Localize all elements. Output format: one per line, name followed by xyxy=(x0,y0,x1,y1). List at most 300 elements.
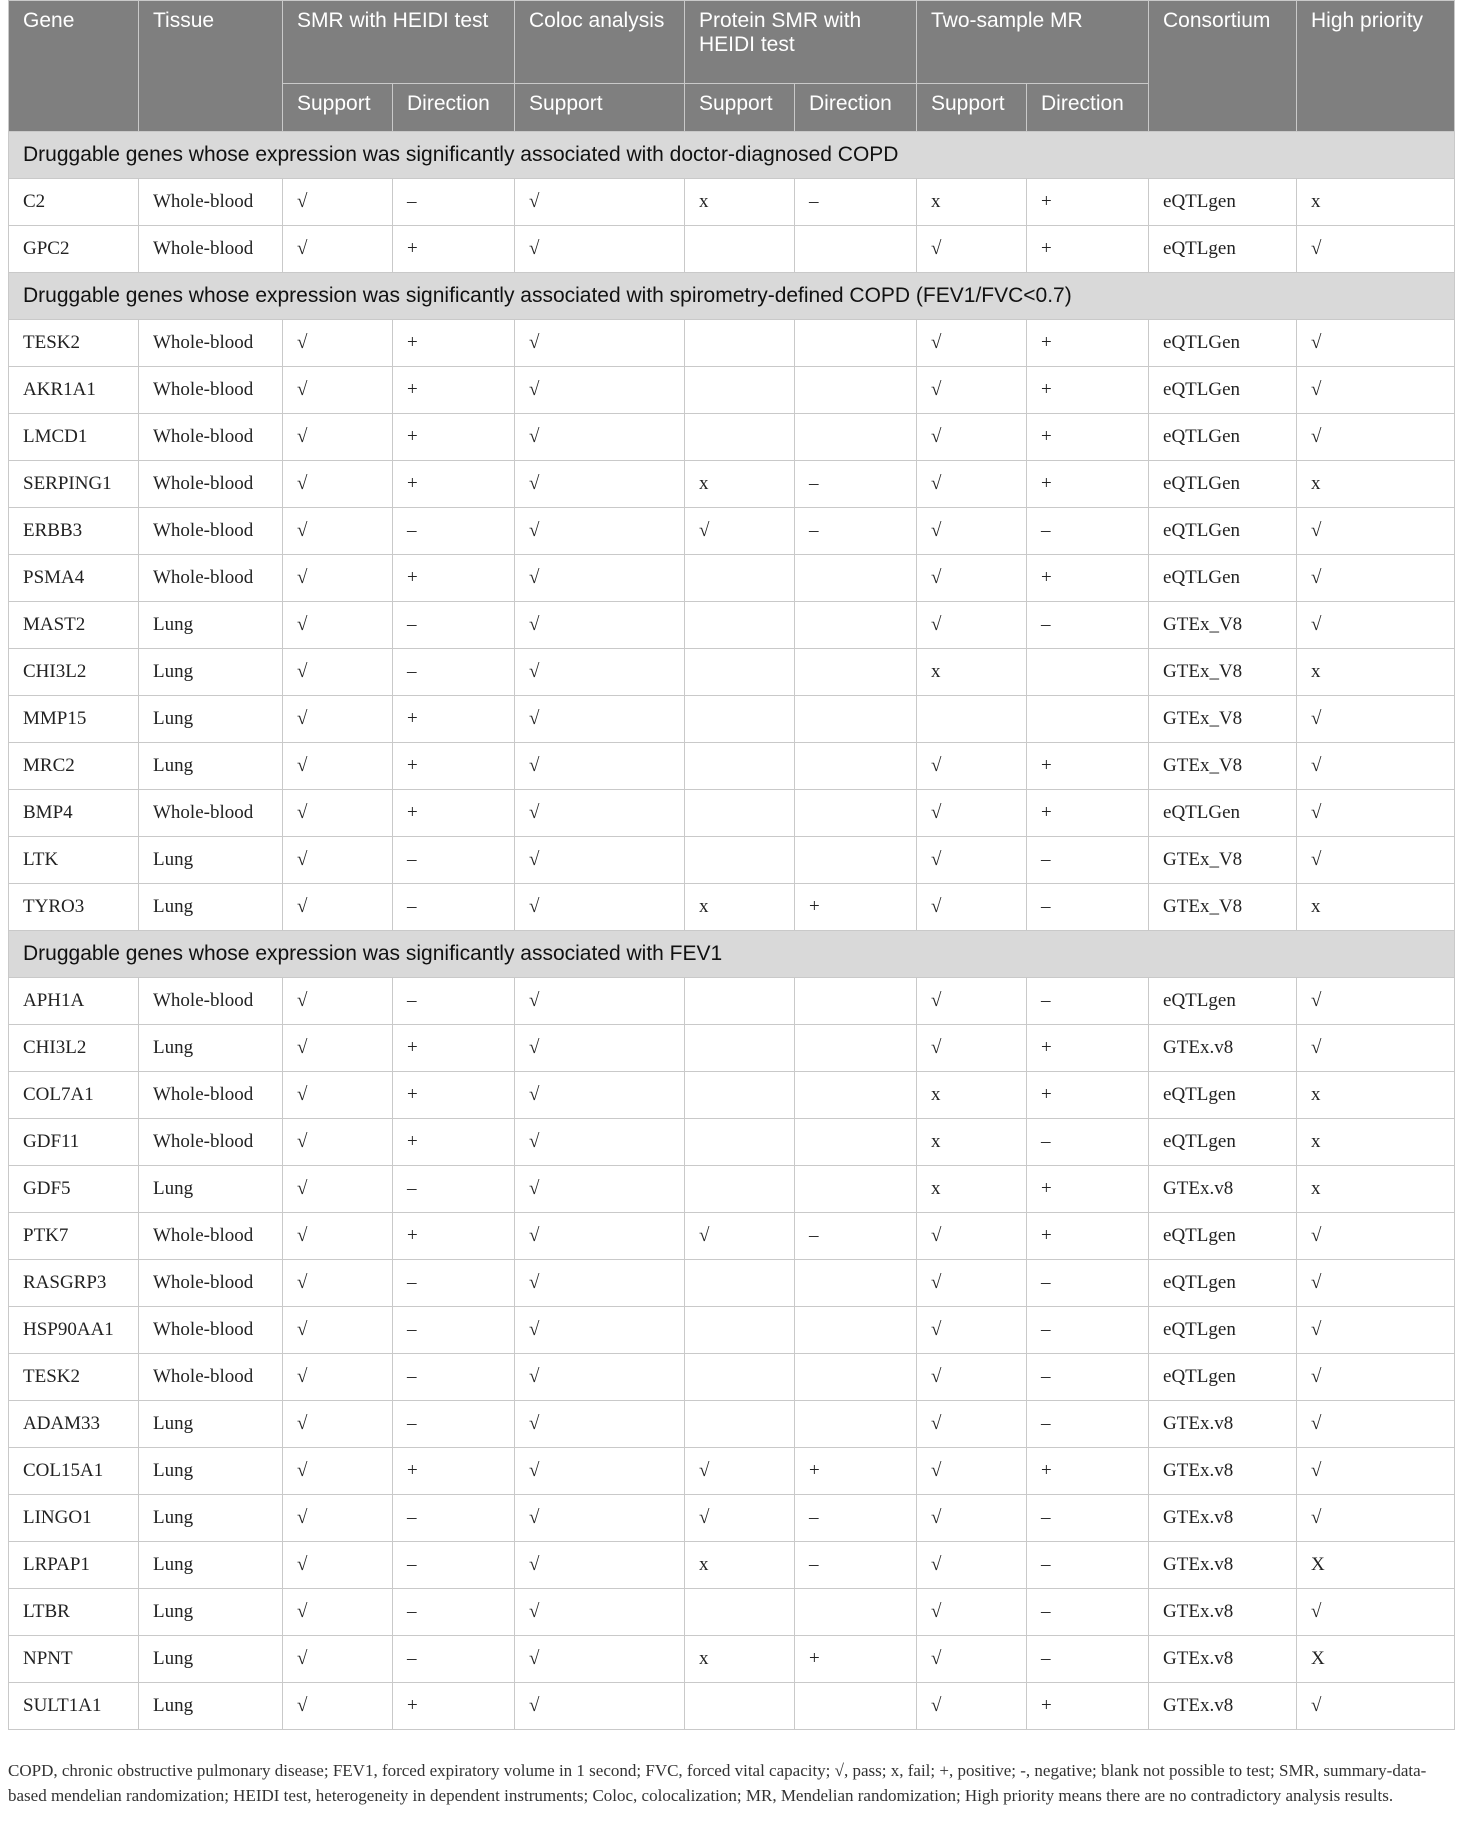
cell-smr-support: √ xyxy=(283,978,393,1025)
cell-tissue: Whole-blood xyxy=(139,226,283,273)
cell-smr-support: √ xyxy=(283,743,393,790)
cell-mr-support: √ xyxy=(917,1589,1027,1636)
cell-protein-support xyxy=(685,367,795,414)
cell-consortium: eQTLGen xyxy=(1149,414,1297,461)
cell-mr-support: √ xyxy=(917,790,1027,837)
cell-smr-direction: – xyxy=(393,978,515,1025)
cell-smr-support: √ xyxy=(283,837,393,884)
table-row xyxy=(9,555,1455,602)
cell-consortium: GTEx.v8 xyxy=(1149,1495,1297,1542)
cell-mr-direction: – xyxy=(1027,1354,1149,1401)
table-body xyxy=(9,132,1455,1730)
cell-mr-direction: – xyxy=(1027,1260,1149,1307)
cell-coloc-support: √ xyxy=(515,1495,685,1542)
cell-mr-support: √ xyxy=(917,1213,1027,1260)
cell-protein-direction xyxy=(795,978,917,1025)
cell-consortium: eQTLgen xyxy=(1149,1354,1297,1401)
table-row xyxy=(9,1542,1455,1589)
cell-consortium: GTEx_V8 xyxy=(1149,837,1297,884)
cell-mr-direction: + xyxy=(1027,320,1149,367)
cell-protein-support xyxy=(685,1119,795,1166)
cell-coloc-support: √ xyxy=(515,1401,685,1448)
cell-consortium: GTEx_V8 xyxy=(1149,743,1297,790)
cell-mr-support: x xyxy=(917,1166,1027,1213)
header-two-sample-mr: Two-sample MR xyxy=(917,1,1149,84)
cell-smr-support: √ xyxy=(283,555,393,602)
cell-coloc-support: √ xyxy=(515,555,685,602)
cell-protein-direction xyxy=(795,649,917,696)
cell-smr-direction: + xyxy=(393,555,515,602)
cell-mr-support: √ xyxy=(917,884,1027,931)
cell-coloc-support: √ xyxy=(515,837,685,884)
table-row xyxy=(9,1401,1455,1448)
cell-consortium: GTEx.v8 xyxy=(1149,1636,1297,1683)
cell-protein-support: √ xyxy=(685,1495,795,1542)
cell-protein-support xyxy=(685,743,795,790)
cell-smr-direction: – xyxy=(393,1542,515,1589)
cell-coloc-support: √ xyxy=(515,461,685,508)
cell-tissue: Whole-blood xyxy=(139,508,283,555)
cell-smr-support: √ xyxy=(283,696,393,743)
table-row xyxy=(9,179,1455,226)
section-title: Druggable genes whose expression was significantly associated with doctor-diagnosed COPD xyxy=(9,132,1455,179)
cell-consortium: GTEx_V8 xyxy=(1149,884,1297,931)
header-smr: SMR with HEIDI test xyxy=(283,1,515,84)
cell-coloc-support: √ xyxy=(515,508,685,555)
cell-smr-support: √ xyxy=(283,1401,393,1448)
cell-protein-direction xyxy=(795,367,917,414)
header-high-priority: High priority xyxy=(1297,1,1455,132)
cell-tissue: Whole-blood xyxy=(139,461,283,508)
cell-high-priority: x xyxy=(1297,179,1455,226)
cell-smr-direction: + xyxy=(393,367,515,414)
cell-consortium: eQTLgen xyxy=(1149,1307,1297,1354)
cell-smr-support: √ xyxy=(283,884,393,931)
cell-high-priority: X xyxy=(1297,1636,1455,1683)
cell-coloc-support: √ xyxy=(515,367,685,414)
table-row xyxy=(9,320,1455,367)
cell-protein-direction: – xyxy=(795,461,917,508)
cell-smr-support: √ xyxy=(283,179,393,226)
cell-protein-support: √ xyxy=(685,1213,795,1260)
table-row xyxy=(9,696,1455,743)
table-row xyxy=(9,1683,1455,1730)
cell-smr-direction: – xyxy=(393,1636,515,1683)
cell-mr-direction: + xyxy=(1027,555,1149,602)
cell-consortium: eQTLgen xyxy=(1149,179,1297,226)
cell-protein-support xyxy=(685,837,795,884)
cell-high-priority: √ xyxy=(1297,1213,1455,1260)
cell-protein-direction xyxy=(795,743,917,790)
cell-protein-support xyxy=(685,1589,795,1636)
cell-protein-support xyxy=(685,1072,795,1119)
cell-protein-direction xyxy=(795,555,917,602)
table-row xyxy=(9,1307,1455,1354)
cell-smr-support: √ xyxy=(283,1589,393,1636)
cell-protein-support xyxy=(685,226,795,273)
section-title: Druggable genes whose expression was significantly associated with spirometry-defined COPD (FEV1/FVC<0.7) xyxy=(9,273,1455,320)
cell-coloc-support: √ xyxy=(515,649,685,696)
cell-mr-direction: + xyxy=(1027,179,1149,226)
cell-protein-direction xyxy=(795,226,917,273)
cell-coloc-support: √ xyxy=(515,1307,685,1354)
cell-mr-support: √ xyxy=(917,743,1027,790)
cell-protein-direction: – xyxy=(795,508,917,555)
cell-tissue: Lung xyxy=(139,1448,283,1495)
cell-smr-direction: – xyxy=(393,602,515,649)
cell-mr-direction: + xyxy=(1027,1683,1149,1730)
cell-smr-support: √ xyxy=(283,602,393,649)
cell-consortium: GTEx_V8 xyxy=(1149,696,1297,743)
table-row xyxy=(9,1213,1455,1260)
cell-smr-direction: – xyxy=(393,837,515,884)
cell-tissue: Whole-blood xyxy=(139,1307,283,1354)
cell-smr-support: √ xyxy=(283,1636,393,1683)
cell-protein-support xyxy=(685,696,795,743)
cell-protein-support: √ xyxy=(685,508,795,555)
cell-high-priority: √ xyxy=(1297,1307,1455,1354)
cell-mr-support: √ xyxy=(917,414,1027,461)
table-row xyxy=(9,414,1455,461)
cell-smr-support: √ xyxy=(283,226,393,273)
cell-mr-support: √ xyxy=(917,320,1027,367)
cell-mr-support: √ xyxy=(917,367,1027,414)
cell-mr-direction: + xyxy=(1027,790,1149,837)
cell-smr-direction: + xyxy=(393,1448,515,1495)
cell-consortium: eQTLGen xyxy=(1149,367,1297,414)
cell-protein-direction xyxy=(795,1025,917,1072)
cell-gene: SERPING1 xyxy=(9,461,139,508)
cell-tissue: Whole-blood xyxy=(139,1072,283,1119)
cell-high-priority: √ xyxy=(1297,696,1455,743)
cell-protein-direction: + xyxy=(795,1448,917,1495)
cell-smr-direction: – xyxy=(393,1495,515,1542)
cell-coloc-support: √ xyxy=(515,696,685,743)
table-row xyxy=(9,1166,1455,1213)
cell-mr-support: √ xyxy=(917,1025,1027,1072)
cell-coloc-support: √ xyxy=(515,1636,685,1683)
cell-smr-support: √ xyxy=(283,1072,393,1119)
cell-tissue: Whole-blood xyxy=(139,978,283,1025)
cell-smr-support: √ xyxy=(283,1025,393,1072)
cell-gene: LMCD1 xyxy=(9,414,139,461)
cell-smr-support: √ xyxy=(283,367,393,414)
cell-high-priority: √ xyxy=(1297,414,1455,461)
cell-consortium: eQTLGen xyxy=(1149,461,1297,508)
section-title: Druggable genes whose expression was significantly associated with FEV1 xyxy=(9,931,1455,978)
cell-smr-support: √ xyxy=(283,790,393,837)
cell-coloc-support: √ xyxy=(515,414,685,461)
cell-consortium: eQTLGen xyxy=(1149,790,1297,837)
cell-gene: LTK xyxy=(9,837,139,884)
cell-smr-support: √ xyxy=(283,1119,393,1166)
cell-smr-support: √ xyxy=(283,461,393,508)
cell-protein-support: x xyxy=(685,884,795,931)
cell-smr-direction: + xyxy=(393,1683,515,1730)
cell-high-priority: √ xyxy=(1297,508,1455,555)
cell-consortium: eQTLgen xyxy=(1149,1119,1297,1166)
cell-protein-direction xyxy=(795,414,917,461)
cell-smr-support: √ xyxy=(283,1354,393,1401)
cell-protein-support: x xyxy=(685,1636,795,1683)
cell-protein-support xyxy=(685,1025,795,1072)
cell-smr-direction: – xyxy=(393,1307,515,1354)
cell-tissue: Lung xyxy=(139,696,283,743)
cell-protein-support: x xyxy=(685,461,795,508)
cell-high-priority: √ xyxy=(1297,1025,1455,1072)
cell-smr-direction: + xyxy=(393,743,515,790)
cell-tissue: Whole-blood xyxy=(139,1260,283,1307)
cell-high-priority: X xyxy=(1297,1542,1455,1589)
cell-mr-direction: + xyxy=(1027,461,1149,508)
cell-gene: GDF5 xyxy=(9,1166,139,1213)
cell-protein-support xyxy=(685,320,795,367)
cell-mr-direction: – xyxy=(1027,1119,1149,1166)
cell-high-priority: √ xyxy=(1297,1683,1455,1730)
cell-mr-direction: – xyxy=(1027,1495,1149,1542)
cell-smr-direction: + xyxy=(393,414,515,461)
cell-smr-direction: – xyxy=(393,1260,515,1307)
cell-high-priority: √ xyxy=(1297,1448,1455,1495)
cell-gene: TESK2 xyxy=(9,320,139,367)
cell-mr-support: x xyxy=(917,1119,1027,1166)
cell-mr-direction: + xyxy=(1027,367,1149,414)
cell-protein-direction xyxy=(795,837,917,884)
cell-mr-support xyxy=(917,696,1027,743)
cell-high-priority: √ xyxy=(1297,602,1455,649)
cell-smr-support: √ xyxy=(283,1260,393,1307)
cell-protein-direction xyxy=(795,696,917,743)
cell-tissue: Whole-blood xyxy=(139,320,283,367)
cell-protein-support xyxy=(685,978,795,1025)
cell-smr-direction: + xyxy=(393,461,515,508)
cell-consortium: eQTLGen xyxy=(1149,508,1297,555)
table-row xyxy=(9,743,1455,790)
table-row xyxy=(9,790,1455,837)
cell-tissue: Lung xyxy=(139,1636,283,1683)
cell-coloc-support: √ xyxy=(515,1119,685,1166)
cell-mr-direction: – xyxy=(1027,1589,1149,1636)
cell-protein-support xyxy=(685,1354,795,1401)
cell-mr-direction: – xyxy=(1027,1636,1149,1683)
table-row xyxy=(9,461,1455,508)
cell-gene: ADAM33 xyxy=(9,1401,139,1448)
cell-tissue: Lung xyxy=(139,1025,283,1072)
cell-gene: COL7A1 xyxy=(9,1072,139,1119)
table-row xyxy=(9,226,1455,273)
table-row xyxy=(9,1260,1455,1307)
cell-gene: HSP90AA1 xyxy=(9,1307,139,1354)
cell-coloc-support: √ xyxy=(515,179,685,226)
cell-mr-support: √ xyxy=(917,837,1027,884)
cell-gene: GDF11 xyxy=(9,1119,139,1166)
cell-coloc-support: √ xyxy=(515,1025,685,1072)
cell-tissue: Lung xyxy=(139,1166,283,1213)
cell-high-priority: √ xyxy=(1297,837,1455,884)
cell-gene: CHI3L2 xyxy=(9,649,139,696)
cell-smr-support: √ xyxy=(283,1166,393,1213)
cell-coloc-support: √ xyxy=(515,1683,685,1730)
cell-gene: RASGRP3 xyxy=(9,1260,139,1307)
cell-mr-direction xyxy=(1027,696,1149,743)
cell-coloc-support: √ xyxy=(515,320,685,367)
cell-protein-support: x xyxy=(685,1542,795,1589)
cell-high-priority: √ xyxy=(1297,1260,1455,1307)
cell-tissue: Whole-blood xyxy=(139,367,283,414)
cell-gene: APH1A xyxy=(9,978,139,1025)
table-row xyxy=(9,508,1455,555)
table-row xyxy=(9,1025,1455,1072)
header-protein-smr: Protein SMR with HEIDI test xyxy=(685,1,917,84)
header-coloc: Coloc analysis xyxy=(515,1,685,84)
cell-mr-direction: – xyxy=(1027,1542,1149,1589)
cell-smr-direction: + xyxy=(393,1072,515,1119)
table-row xyxy=(9,602,1455,649)
cell-smr-direction: – xyxy=(393,1354,515,1401)
cell-mr-support: √ xyxy=(917,226,1027,273)
cell-smr-support: √ xyxy=(283,1683,393,1730)
cell-protein-direction xyxy=(795,320,917,367)
cell-coloc-support: √ xyxy=(515,1166,685,1213)
cell-consortium: eQTLGen xyxy=(1149,555,1297,602)
table-row xyxy=(9,884,1455,931)
section-row xyxy=(9,931,1455,978)
cell-consortium: GTEx.v8 xyxy=(1149,1401,1297,1448)
cell-high-priority: √ xyxy=(1297,555,1455,602)
cell-smr-direction: + xyxy=(393,790,515,837)
results-table-container xyxy=(8,0,1454,1730)
cell-mr-support: x xyxy=(917,649,1027,696)
cell-consortium: eQTLgen xyxy=(1149,978,1297,1025)
cell-gene: TYRO3 xyxy=(9,884,139,931)
cell-consortium: GTEx.v8 xyxy=(1149,1589,1297,1636)
cell-high-priority: √ xyxy=(1297,978,1455,1025)
cell-protein-direction xyxy=(795,1589,917,1636)
cell-tissue: Whole-blood xyxy=(139,414,283,461)
cell-smr-direction: + xyxy=(393,226,515,273)
table-row xyxy=(9,367,1455,414)
cell-tissue: Lung xyxy=(139,1542,283,1589)
cell-mr-direction: – xyxy=(1027,508,1149,555)
cell-protein-support xyxy=(685,1683,795,1730)
cell-mr-support: √ xyxy=(917,1260,1027,1307)
cell-protein-support xyxy=(685,602,795,649)
table-row xyxy=(9,1448,1455,1495)
cell-tissue: Lung xyxy=(139,743,283,790)
cell-tissue: Lung xyxy=(139,1589,283,1636)
cell-protein-direction xyxy=(795,1072,917,1119)
cell-protein-support: √ xyxy=(685,1448,795,1495)
cell-protein-support xyxy=(685,1307,795,1354)
cell-protein-support xyxy=(685,555,795,602)
cell-mr-support: x xyxy=(917,1072,1027,1119)
cell-mr-direction: + xyxy=(1027,414,1149,461)
cell-coloc-support: √ xyxy=(515,1589,685,1636)
cell-tissue: Lung xyxy=(139,1401,283,1448)
cell-tissue: Whole-blood xyxy=(139,790,283,837)
cell-coloc-support: √ xyxy=(515,1354,685,1401)
cell-protein-direction: – xyxy=(795,179,917,226)
cell-gene: BMP4 xyxy=(9,790,139,837)
cell-mr-support: √ xyxy=(917,508,1027,555)
cell-gene: LTBR xyxy=(9,1589,139,1636)
cell-high-priority: √ xyxy=(1297,226,1455,273)
cell-mr-support: √ xyxy=(917,555,1027,602)
cell-mr-support: √ xyxy=(917,1542,1027,1589)
cell-gene: SULT1A1 xyxy=(9,1683,139,1730)
druggable-genes-table xyxy=(8,0,1455,1730)
cell-mr-direction: + xyxy=(1027,226,1149,273)
cell-protein-support xyxy=(685,649,795,696)
cell-protein-direction xyxy=(795,1401,917,1448)
cell-smr-support: √ xyxy=(283,1495,393,1542)
cell-mr-direction xyxy=(1027,649,1149,696)
cell-mr-direction: + xyxy=(1027,1072,1149,1119)
cell-smr-direction: – xyxy=(393,1589,515,1636)
cell-mr-support: √ xyxy=(917,1683,1027,1730)
cell-protein-direction: + xyxy=(795,1636,917,1683)
cell-protein-support xyxy=(685,414,795,461)
cell-mr-direction: + xyxy=(1027,1025,1149,1072)
cell-protein-direction xyxy=(795,1119,917,1166)
cell-gene: GPC2 xyxy=(9,226,139,273)
cell-consortium: eQTLgen xyxy=(1149,226,1297,273)
cell-high-priority: √ xyxy=(1297,743,1455,790)
cell-smr-direction: – xyxy=(393,179,515,226)
table-row xyxy=(9,1589,1455,1636)
cell-mr-direction: – xyxy=(1027,978,1149,1025)
table-row xyxy=(9,1636,1455,1683)
cell-mr-direction: – xyxy=(1027,837,1149,884)
cell-coloc-support: √ xyxy=(515,884,685,931)
cell-tissue: Whole-blood xyxy=(139,1119,283,1166)
cell-protein-direction xyxy=(795,790,917,837)
subheader-protein-direction: Direction xyxy=(795,84,917,132)
cell-smr-support: √ xyxy=(283,649,393,696)
cell-consortium: GTEx_V8 xyxy=(1149,602,1297,649)
cell-protein-direction xyxy=(795,1307,917,1354)
cell-smr-direction: + xyxy=(393,1213,515,1260)
cell-smr-support: √ xyxy=(283,414,393,461)
subheader-smr-direction: Direction xyxy=(393,84,515,132)
cell-smr-direction: + xyxy=(393,696,515,743)
cell-high-priority: √ xyxy=(1297,1354,1455,1401)
table-row xyxy=(9,649,1455,696)
cell-mr-support: √ xyxy=(917,978,1027,1025)
cell-coloc-support: √ xyxy=(515,978,685,1025)
table-row xyxy=(9,978,1455,1025)
cell-high-priority: x xyxy=(1297,1119,1455,1166)
table-footnote: COPD, chronic obstructive pulmonary disease; FEV1, forced expiratory volume in 1 second; FVC, forced vital capacity; √, pass; x, fail; +, positive; -, negative; blank not possible to test; SMR, summary-data-based mendelian randomization; HEIDI test, heterogeneity in dependent instruments; Coloc, colocalization; MR, Mendelian randomization; High priority means there are no contradictory analysis results. xyxy=(8,1761,1427,1805)
cell-coloc-support: √ xyxy=(515,1260,685,1307)
cell-gene: PSMA4 xyxy=(9,555,139,602)
subheader-protein-support: Support xyxy=(685,84,795,132)
cell-gene: AKR1A1 xyxy=(9,367,139,414)
cell-mr-support: √ xyxy=(917,602,1027,649)
header-gene: Gene xyxy=(9,1,139,132)
cell-high-priority: √ xyxy=(1297,790,1455,837)
header-consortium: Consortium xyxy=(1149,1,1297,132)
cell-gene: MMP15 xyxy=(9,696,139,743)
cell-protein-support: x xyxy=(685,179,795,226)
cell-tissue: Lung xyxy=(139,837,283,884)
cell-smr-direction: + xyxy=(393,1119,515,1166)
cell-high-priority: √ xyxy=(1297,367,1455,414)
table-row xyxy=(9,1119,1455,1166)
cell-protein-direction: – xyxy=(795,1542,917,1589)
cell-tissue: Lung xyxy=(139,1495,283,1542)
cell-gene: TESK2 xyxy=(9,1354,139,1401)
